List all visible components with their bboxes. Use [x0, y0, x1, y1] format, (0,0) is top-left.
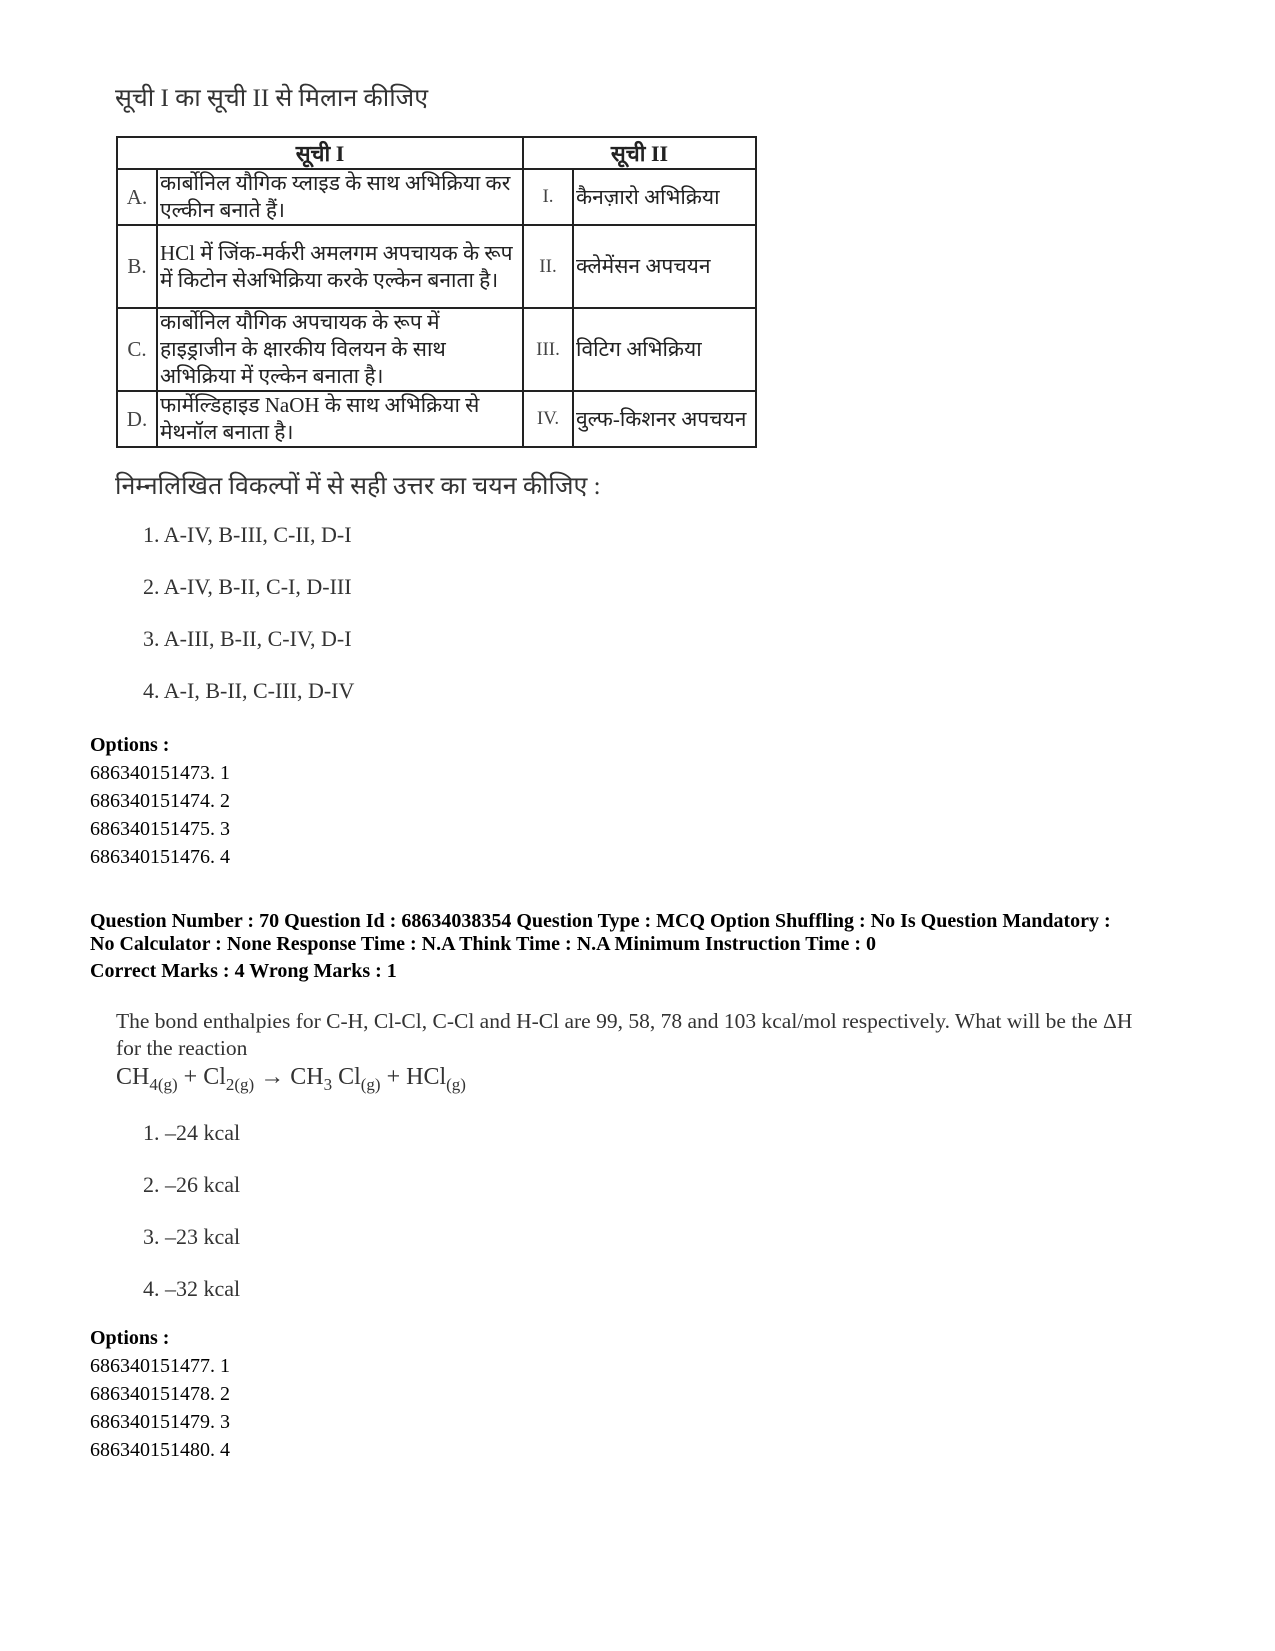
- option-id: 686340151477. 1: [90, 1355, 230, 1377]
- choice-item: 1. A-IV, B-III, C-II, D-I: [143, 522, 352, 547]
- table-row: [117, 391, 756, 447]
- choice-item: 1. –24 kcal: [143, 1120, 241, 1145]
- option-id: 686340151475. 3: [90, 818, 230, 840]
- reaction-equation: [116, 1064, 466, 1095]
- row-text: HCl में जिंक-मर्करी अमलगम अपचायक के रूप में किटोन सेअभिक्रिया करके एल्केन बनाता है।: [157, 225, 523, 308]
- question-meta-line-1: Question Number : 70 Question Id : 68634038354 Question Type : MCQ Option Shuffling : No Is Question Mandatory :: [90, 910, 1111, 932]
- row-text: कार्बोनिल यौगिक य्लाइड के साथ अभिक्रिया कर एल्कीन बनाते हैं।: [157, 169, 523, 225]
- option-id: 686340151478. 2: [90, 1383, 230, 1405]
- eq-sub: (g): [446, 1074, 466, 1094]
- question-marks: Correct Marks : 4 Wrong Marks : 1: [90, 960, 397, 982]
- row-rlabel: III.: [523, 308, 573, 391]
- row-text: फार्मेल्डिहाइड NaOH के साथ अभिक्रिया से मेथनॉल बनाता है।: [157, 391, 523, 447]
- eq-sub: (g): [360, 1074, 381, 1094]
- row-text: कार्बोनिल यौगिक अपचायक के रूप में हाइड्राजीन के क्षारकीय विलयन के साथ अभिक्रिया में एल्केन बनाता है।: [157, 308, 523, 391]
- table-row: [117, 225, 756, 308]
- header-list-1: सूची I: [117, 137, 523, 169]
- option-id: 686340151476. 4: [90, 846, 230, 868]
- eq-part: CH: [116, 1064, 150, 1090]
- choice-item: 2. A-IV, B-II, C-I, D-III: [143, 574, 352, 599]
- table-row: [117, 308, 756, 391]
- eq-sub: 2(g): [225, 1074, 255, 1094]
- choice-item: 3. A-III, B-II, C-IV, D-I: [143, 626, 352, 651]
- row-rtext: क्लेमेंसन अपचयन: [573, 225, 756, 308]
- header-list-2: सूची II: [523, 137, 756, 169]
- eq-part: + HCl: [380, 1064, 447, 1090]
- question-intro: सूची I का सूची II से मिलान कीजिए: [115, 85, 429, 112]
- row-rtext: कैनज़ारो अभिक्रिया: [573, 169, 756, 225]
- row-rtext: वुल्फ-किशनर अपचयन: [573, 391, 756, 447]
- eq-part: → CH: [254, 1064, 324, 1090]
- row-label: D.: [117, 391, 157, 447]
- row-rtext: विटिग अभिक्रिया: [573, 308, 756, 391]
- eq-part: Cl: [332, 1064, 361, 1090]
- table-header-row: [117, 137, 756, 169]
- choice-item: 2. –26 kcal: [143, 1172, 241, 1197]
- option-id: 686340151473. 1: [90, 762, 230, 784]
- options-label: Options :: [90, 734, 170, 756]
- option-id: 686340151480. 4: [90, 1439, 230, 1461]
- row-rlabel: I.: [523, 169, 573, 225]
- row-label: A.: [117, 169, 157, 225]
- row-label: B.: [117, 225, 157, 308]
- eq-sub: 4(g): [149, 1074, 178, 1094]
- row-label: C.: [117, 308, 157, 391]
- choice-item: 3. –23 kcal: [143, 1224, 241, 1249]
- row-rlabel: II.: [523, 225, 573, 308]
- table-row: [117, 169, 756, 225]
- eq-part: + Cl: [177, 1064, 226, 1090]
- row-rlabel: IV.: [523, 391, 573, 447]
- question-text: The bond enthalpies for C-H, Cl-Cl, C-Cl and H-Cl are 99, 58, 78 and 103 kcal/mol respectively. What will be the ΔH for the reaction: [116, 1009, 1133, 1060]
- question-instruction: निम्नलिखित विकल्पों में से सही उत्तर का चयन कीजिए :: [115, 473, 601, 500]
- option-id: 686340151479. 3: [90, 1411, 230, 1433]
- eq-sub: 3: [323, 1074, 333, 1094]
- question-meta-line-2: No Calculator : None Response Time : N.A Think Time : N.A Minimum Instruction Time : 0: [90, 933, 876, 955]
- match-table: [116, 136, 757, 448]
- choice-item: 4. A-I, B-II, C-III, D-IV: [143, 678, 355, 703]
- choice-item: 4. –32 kcal: [143, 1276, 241, 1301]
- option-id: 686340151474. 2: [90, 790, 230, 812]
- options-label: Options :: [90, 1327, 170, 1349]
